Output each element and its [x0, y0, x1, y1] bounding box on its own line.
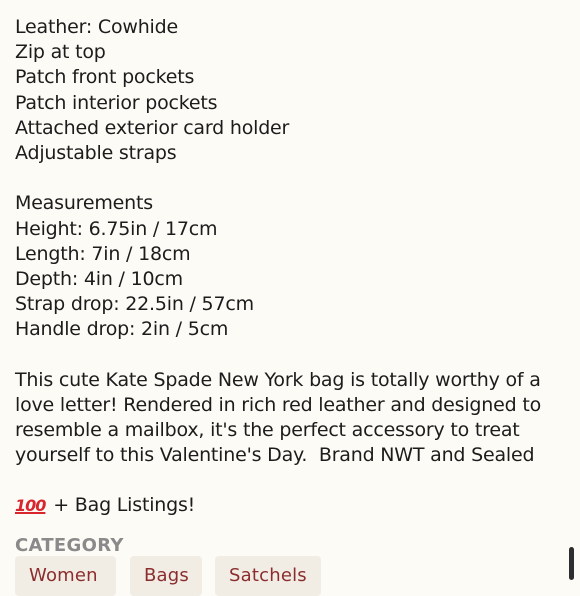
measurement-line: Height: 6.75in / 17cm — [15, 217, 218, 240]
promo-text: + Bag Listings! — [53, 494, 196, 516]
measurement-line: Length: 7in / 18cm — [15, 242, 191, 265]
measurement-line: Depth: 4in / 10cm — [15, 267, 183, 290]
paragraph-line: resemble a mailbox, it's the perfect accessory to treat — [15, 419, 520, 441]
paragraph-line: This cute Kate Spade New York bag is totally worthy of a — [15, 368, 541, 391]
feature-line: Leather: Cowhide — [15, 16, 178, 38]
hundred-points-icon: 100 — [15, 496, 46, 515]
scrollbar-thumb[interactable] — [569, 547, 574, 580]
tag-satchels[interactable]: Satchels — [215, 556, 321, 596]
measurement-line: Strap drop: 22.5in / 57cm — [15, 293, 254, 316]
feature-line: Patch interior pockets — [15, 91, 218, 114]
paragraph-line: love letter! Rendered in rich red leather and designed to — [15, 393, 541, 416]
feature-line: Adjustable straps — [15, 141, 177, 164]
tag-bags[interactable]: Bags — [130, 556, 202, 596]
spacer — [15, 342, 565, 367]
category-heading: CATEGORY — [15, 535, 124, 556]
feature-line: Attached exterior card holder — [15, 116, 290, 139]
feature-line: Patch front pockets — [15, 66, 195, 89]
paragraph-line: yourself to this Valentine's Day. Brand NWT and Sealed — [15, 444, 535, 467]
listing-description — [15, 15, 565, 468]
measurement-line: Handle drop: 2in / 5cm — [15, 318, 229, 341]
bag-listings-promo — [15, 493, 195, 518]
feature-line: Zip at top — [15, 41, 106, 64]
spacer — [15, 166, 565, 191]
measurements-heading: Measurements — [15, 192, 153, 215]
tag-women[interactable]: Women — [15, 556, 116, 596]
